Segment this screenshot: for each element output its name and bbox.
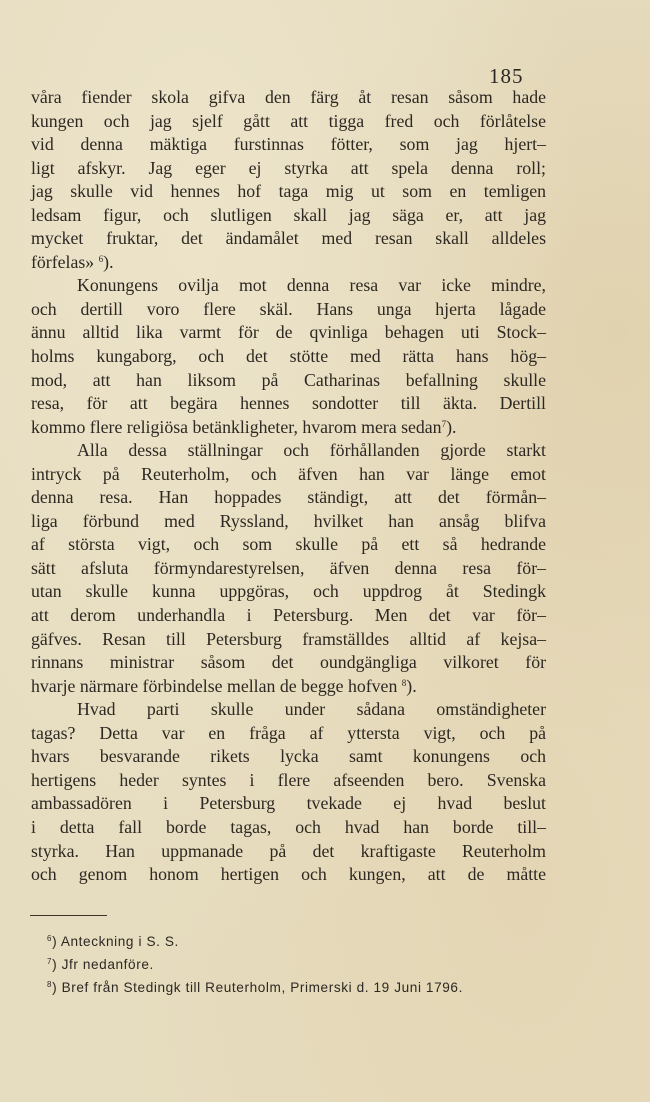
paragraph-4 bbox=[31, 698, 546, 886]
text-line: styrka. Han uppmanade på det kraftigaste Reuterholm bbox=[31, 840, 546, 861]
text-line: tagas? Detta var en fråga af yttersta vigt, och på bbox=[31, 722, 546, 743]
text-line: resa, för att begära hennes sondotter till äkta. Dertill bbox=[31, 393, 546, 414]
text-line: ligt afskyr. Jag eger ej styrka att spela denna roll; bbox=[31, 157, 546, 178]
text-line: Konungens ovilja mot denna resa var icke mindre, bbox=[77, 275, 546, 296]
body-text bbox=[31, 86, 546, 887]
footnotes bbox=[47, 930, 463, 999]
text-line: utan skulle kunna uppgöras, och uppdrog åt Stedingk bbox=[31, 581, 546, 602]
text-line: hvarje närmare förbindelse mellan de begge hofven $^8$). bbox=[31, 675, 417, 696]
text-line: ledsam figur, och slutligen skall jag säga er, att jag bbox=[31, 204, 546, 225]
text-line: hertigens heder syntes i flere afseenden bero. Svenska bbox=[31, 769, 546, 790]
text-line: kungen och jag sjelf gått att tigga fred och förlåtelse bbox=[31, 110, 546, 131]
text-line: sätt afsluta förmyndarestyrelsen, äfven denna resa för– bbox=[31, 557, 546, 578]
text-line: mycket fruktar, det ändamålet med resan skall alldeles bbox=[31, 228, 546, 249]
paragraph-3 bbox=[31, 439, 546, 698]
text-line: förfelas» $^6$). bbox=[31, 251, 114, 272]
text-line: och dertill voro flere skäl. Hans unga hjerta lågade bbox=[31, 298, 546, 319]
text-line: denna resa. Han hoppades ständigt, att det förmån– bbox=[31, 487, 546, 508]
footnote-ref-7[interactable]: 7 bbox=[441, 418, 447, 429]
footnote-7: $^7$) Jfr nedanföre. bbox=[47, 957, 154, 972]
text-line: ambassadören i Petersburg tvekade ej hvad beslut bbox=[31, 793, 546, 814]
text-line: kommo flere religiösa betänkligheter, hvarom mera sedan$^7$). bbox=[31, 416, 457, 437]
text-line: och genom honom hertigen och kungen, att de måtte bbox=[31, 864, 546, 885]
text-line: Alla dessa ställningar och förhållanden gjorde starkt bbox=[77, 440, 546, 461]
paragraph-2 bbox=[31, 274, 546, 439]
text-line: hvars besvarande rikets lycka samt konungens och bbox=[31, 746, 546, 767]
text-line: att derom underhandla i Petersburg. Men det var för– bbox=[31, 605, 546, 626]
text-line: intryck på Reuterholm, och äfven han var länge emot bbox=[31, 463, 546, 484]
page-number: 185 bbox=[489, 64, 524, 88]
footnote-6: $^6$) Anteckning i S. S. bbox=[47, 934, 179, 949]
text-line: rinnans ministrar såsom det oundgängliga vilkoret för bbox=[31, 652, 546, 673]
footnote-divider bbox=[30, 915, 107, 916]
text-line: af största vigt, och som skulle på ett så hedrande bbox=[31, 534, 546, 555]
text-line: vid denna mäktiga furstinnas fötter, som jag hjert– bbox=[31, 134, 546, 155]
footnote-ref-6[interactable]: 6 bbox=[98, 253, 104, 264]
text-line: Hvad parti skulle under sådana omständigheter bbox=[77, 699, 546, 720]
footnote-ref-8[interactable]: 8 bbox=[401, 677, 407, 688]
footnote-8: $^8$) Bref från Stedingk till Reuterholm, Primerski d. 19 Juni 1796. bbox=[47, 980, 463, 995]
text-line: liga förbund med Ryssland, hvilket han ansåg blifva bbox=[31, 510, 546, 531]
text-line: ännu alltid lika varmt för de qvinliga behagen uti Stock– bbox=[31, 322, 546, 343]
text-line: holms kungaborg, och det stötte med rätta hans hög– bbox=[31, 346, 546, 367]
text-line: våra fiender skola gifva den färg åt resan såsom hade bbox=[31, 87, 546, 107]
text-line: i detta fall borde tagas, och hvad han borde till– bbox=[31, 816, 546, 837]
paragraph-1 bbox=[31, 86, 546, 274]
text-line: gäfves. Resan till Petersburg framställdes alltid af kejsa– bbox=[31, 628, 546, 649]
text-line: jag skulle vid hennes hof taga mig ut som en temligen bbox=[31, 181, 546, 202]
text-line: mod, att han liksom på Catharinas befallning skulle bbox=[31, 369, 546, 390]
